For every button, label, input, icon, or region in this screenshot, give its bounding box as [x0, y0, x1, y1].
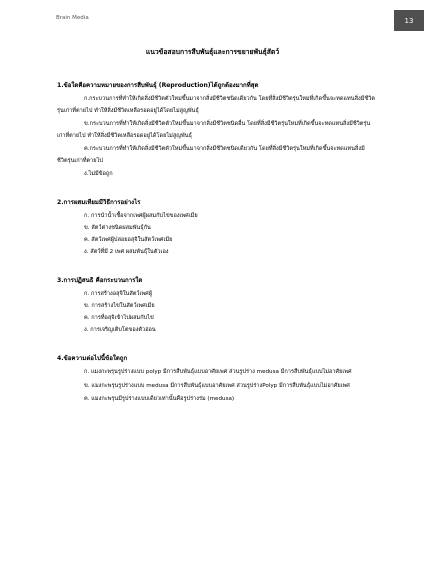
question-text: 4.ข้อความต่อไปนี้ข้อใดถูก: [57, 355, 128, 362]
header-brand: Brain Media: [56, 15, 89, 21]
question-text: 3.การปฏิสนธิ คือกระบวนการใด: [57, 277, 143, 284]
page-number-badge: 13: [394, 10, 424, 31]
question-text: 2.การผสมเทียมมีวิธีการอย่างไร: [57, 199, 141, 206]
question-2: [57, 198, 375, 257]
option-a: ก. การสร้างอสุจิในสัตว์เพศผู้: [84, 291, 152, 297]
option-a: ก.กระบวนการที่ทำให้เกิดสิ่งมีชีวิตตัวใหม่ขึ้นมาจากสิ่งมีชีวิตชนิดเดียวกัน โดยที่สิ่งมีชีวิตรุ่นใหม่ที่เกิดขึ้นจะทดแทนสิ่งมีชีวิตรุ่นเก่าที่ตายไป ทำให้สิ่งมีชีวิตเหลือรอดอยู่ได้โดยไม่สูญพันธุ์: [57, 96, 375, 114]
question-1: [57, 81, 375, 179]
option-c: ค. สัตว์เพศผู้ปล่อยอสุจิในสัตว์เพศเมีย: [84, 237, 173, 243]
option-b: ข. สัตว์ต่างชนิดผสมพันธุ์กัน: [84, 225, 151, 231]
option-b: ข.กระบวนการที่ทำให้เกิดสิ่งมีชีวิตตัวใหม่ขึ้นมาจากสิ่งมีชีวิตชนิดอื่น โดยที่สิ่งมีชีวิตรุ่นใหม่ที่เกิดขึ้นจะทดแทนสิ่งมีชีวิตรุ่นเก่าที่ตายไป ทำให้สิ่งมีชีวิตเหลือรอดอยู่ได้โดยไม่สูญพันธุ์: [57, 121, 371, 139]
question-text: 1.ข้อใดคือความหมายของการสืบพันธุ์ (Reproduction)ได้ถูกต้องมากที่สุด: [57, 82, 259, 89]
option-b: ข. แมงกะพรุนรูปร่างแบบ medusa มีการสืบพันธุ์แบบอาศัยเพศ ส่วนรูปร่างPolyp มีการสืบพันธุ์แบบไม่อาศัยเพศ: [84, 382, 350, 389]
option-c: ค.กระบวนการที่ทำให้เกิดสิ่งมีชีวิตตัวใหม่ขึ้นมาจากสิ่งมีชีวิตชนิดเดียวกัน โดยที่สิ่งมีชีวิตรุ่นใหม่ที่เกิดขึ้นจะทดแทนสิ่งมีชีวิตรุ่นเก่าที่ตายไป: [57, 146, 365, 164]
option-d: ง. การเจริญเติบโตของตัวอ่อน: [84, 327, 156, 333]
question-3: [57, 276, 375, 335]
question-list: [57, 81, 375, 423]
option-d: ง. สัตว์ที่มี 2 เพศ ผสมพันธุ์ในตัวเอง: [84, 249, 169, 255]
option-a: ก. การนำน้ำเชื้อจากเพศผู้ผสมกับไข่ของเพศเมีย: [84, 213, 198, 219]
question-4: [57, 354, 375, 404]
option-a: ก. แมงกะพรุนรูปร่างแบบ polyp มีการสืบพันธุ์แบบอาศัยเพศ ส่วนรูปร่าง medusa มีการสืบพันธุ์แบบไม่อาศัยเพศ: [84, 369, 352, 375]
document-title: แนวข้อสอบการสืบพันธุ์และการขยายพันธุ์สัตว์: [145, 48, 280, 56]
option-d: ง.ไม่มีข้อถูก: [84, 171, 113, 177]
option-c: ค. แมงกะพรุนมีรูปร่างแบบเดียวเท่านั้นคือรูปร่างร่ม (medusa): [84, 396, 235, 402]
option-c: ค. การที่อสุจิเข้าไปผสมกับไข่: [84, 315, 154, 321]
option-b: ข. การสร้างไข่ในสัตว์เพศเมีย: [84, 303, 155, 309]
